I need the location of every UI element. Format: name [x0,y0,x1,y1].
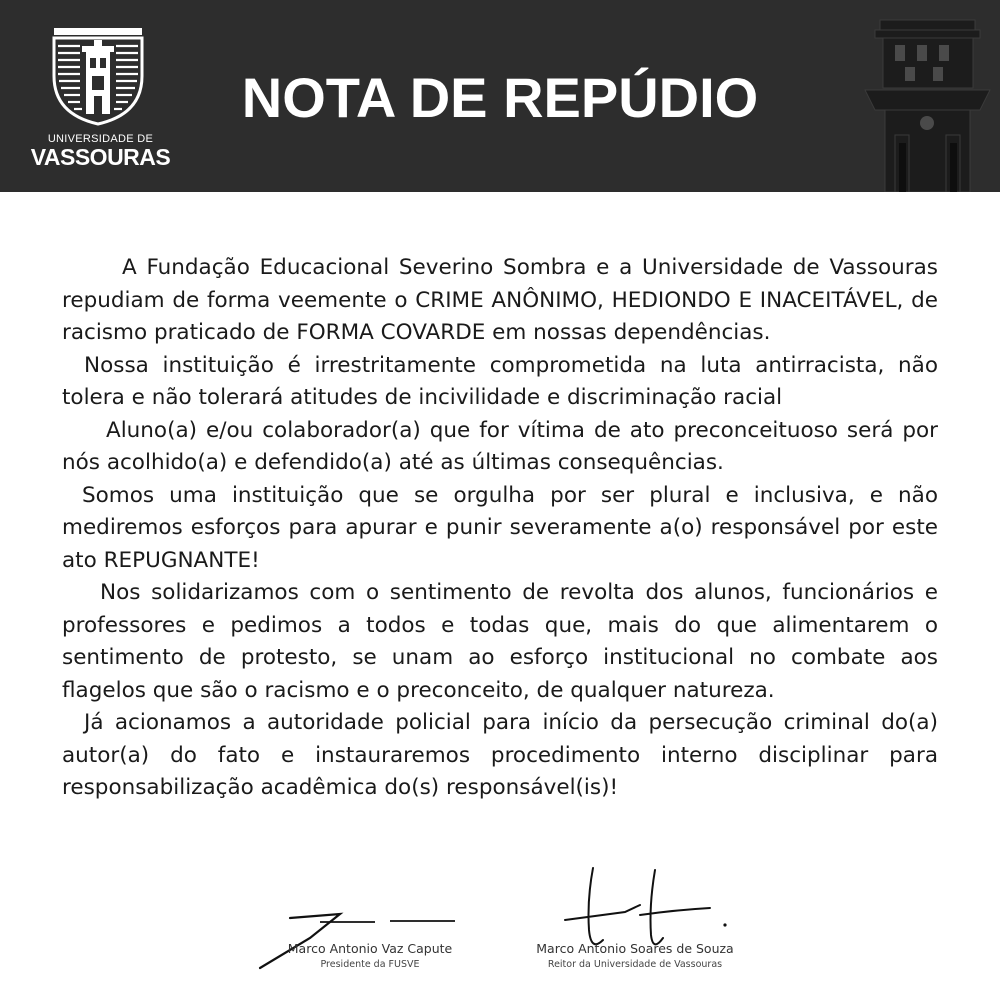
signer-role-2: Reitor da Universidade de Vassouras [547,959,723,970]
statement-paragraph: A Fundação Educacional Severino Sombra e a Universidade de Vassouras repudiam de forma veemente o CRIME ANÔNIMO, HEDIONDO E INACEITÁVEL, de racismo praticado de FORMA COVARDE em nossas dependências. [62,255,938,345]
page-title: NOTA DE REPÚDIO [241,66,759,129]
signer-name-1: Marco Antonio Vaz Capute [287,941,453,956]
university-shield-tower-icon [50,26,146,126]
logo-text-top: UNIVERSIDADE DE [47,133,154,145]
signer-name-2: Marco Antonio Soares de Souza [536,941,734,956]
statement-paragraph: Nos solidarizamos com o sentimento de revolta dos alunos, funcionários e professores e pedimos a todos e todas que, mais do que alimentarem o sentimento de protesto, se unam ao esforço institucional no combate aos flagelos que são o racismo e o preconceito, de qualquer natureza. [62,580,938,703]
statement-paragraph: Nossa instituição é irrestritamente comprometida na luta antirracista, não tolera e não tolerará atitudes de incivilidade e discriminação racial [62,352,938,410]
statement-paragraph: Somos uma instituição que se orgulha por ser plural e inclusiva, e não mediremos esforços para apurar e punir severamente a(o) responsável por este ato REPUGNANTE! [62,482,938,573]
statement-paragraph: Já acionamos a autoridade policial para início da persecução criminal do(a) autor(a) do fato e instauraremos procedimento interno disciplinar para responsabilização acadêmica do(s) responsável(is)! [62,710,938,800]
signatures-block [0,860,1000,1000]
header-banner [0,0,1000,192]
signer-role-1: Presidente da FUSVE [320,959,420,970]
clock-tower-silhouette [855,15,1000,192]
logo-text-bottom: VASSOURAS [30,144,171,170]
statement-body [62,252,938,805]
statement-paragraph: Aluno(a) e/ou colaborador(a) que for vítima de ato preconceituoso será por nós acolhido(a) e defendido(a) até as últimas consequências. [62,417,938,475]
university-logo [28,26,173,171]
